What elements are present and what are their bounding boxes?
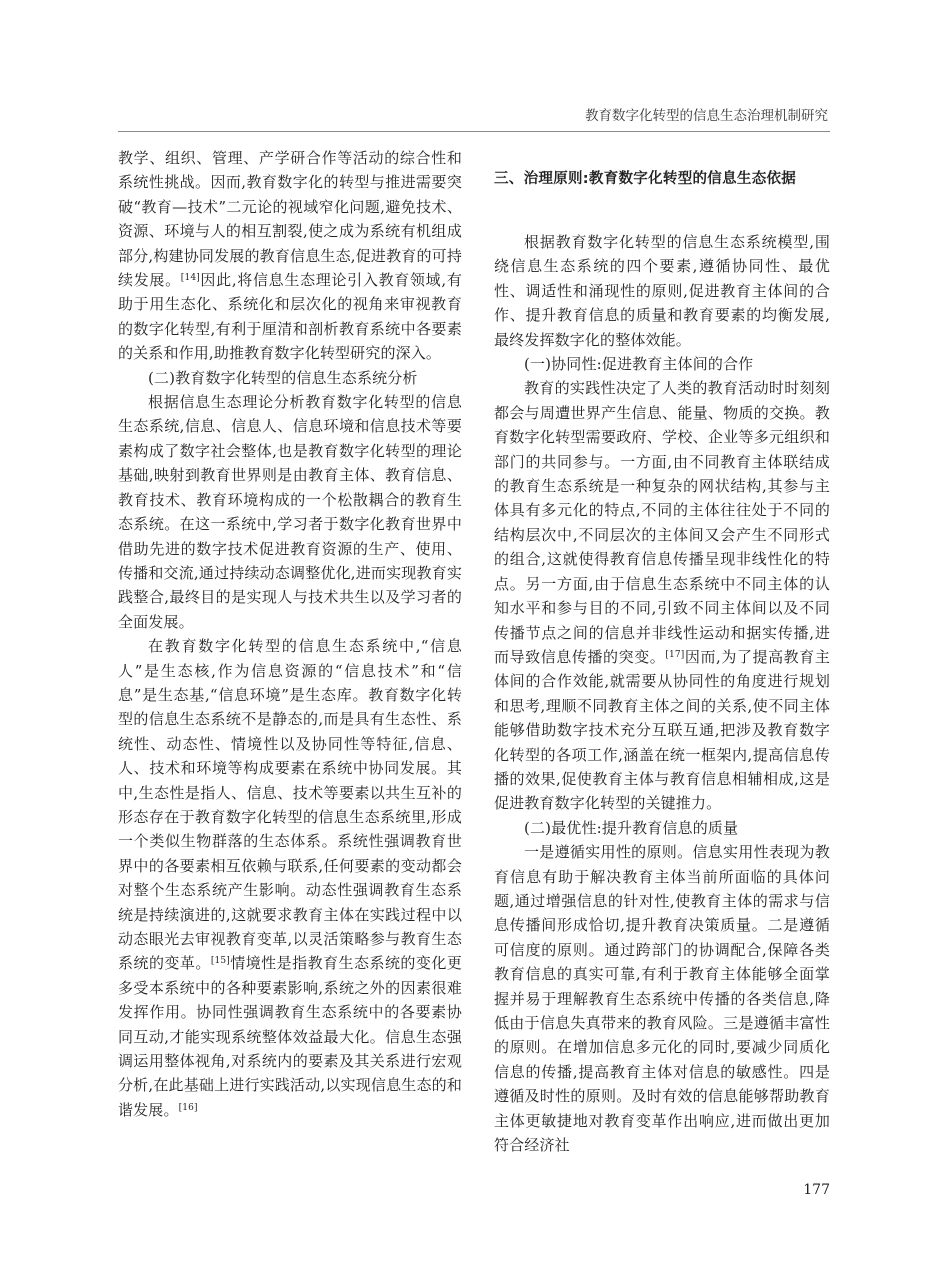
body-paragraph	[494, 376, 830, 815]
body-paragraph: 根据教育数字化转型的信息生态系统模型,围绕信息生态系统的四个要素,遵循协同性、最优性、调适性和涌现性的原则,促进教育主体间的合作、提升教育信息的质量和教育要素的均衡发展,最终发挥数字化的整体效能。	[494, 233, 830, 349]
section-heading: 三、治理原则:教育数字化转型的信息生态依据	[494, 171, 797, 187]
paragraph-text: 教育的实践性决定了人类的教育活动时时刻刻都会与周遭世界产生信息、能量、物质的交换。教育数字化转型需要政府、学校、企业等多元组织和部门的共同参与。一方面,由不同教育主体联结成的教育生态系统是一种复杂的网状结构,其参与主体具有多元化的特点,不同的主体往往处于不同的结构层次中,不同层次的主体间又会产生不同形式的组合,这就使得教育信息传播呈现非线性化的特点。另一方面,由于信息生态系统中不同主体的认知水平和参与目的不同,引致不同主体间以及不同传播节点之间的信息并非线性运动和据实传播,进而导致信息传播的突变。	[494, 379, 830, 666]
body-paragraph: 根据信息生态理论分析教育数字化转型的信息生态系统,信息、信息人、信息环境和信息技术等要素构成了数字社会整体,也是教育数字化转型的理论基础,映射到教育世界则是由教育主体、教育信息、教育技术、教育环境构成的一个松散耦合的教育生态系统。在这一系统中,学习者于数字化教育世界中借助先进的数字技术促进教育资源的生产、使用、传播和交流,通过持续动态调整优化,进而实现教育实践整合,最终目的是实现人与技术共生以及学习者的全面发展。	[118, 393, 462, 631]
subsection-heading: (二)教育数字化转型的信息生态系统分析	[148, 368, 418, 387]
body-paragraph	[118, 634, 462, 1122]
citation-ref: [16]	[178, 1102, 198, 1113]
page-number: 177	[803, 1182, 830, 1198]
left-column	[118, 146, 462, 1122]
citation-ref: [17]	[665, 649, 685, 660]
body-paragraph	[118, 146, 462, 366]
paragraph-text: 情境性是指教育生态系统的变化更多受本系统中的各种要素影响,系统之外的因素很难发挥作用。协同性强调教育生态系统中的各要素协同互动,才能实现系统整体效益最大化。信息生态强调运用整体视角,对系统内的要素及其关系进行宏观分析,在此基础上进行实践活动,以实现信息生态的和谐发展。	[118, 954, 462, 1119]
paragraph-text: 因而,为了提高教育主体间的合作效能,就需要从协同性的角度进行规划和思考,理顺不同教育主体之间的关系,使不同主体能够借助数字技术充分互联互通,把涉及教育数字化转型的各项工作,涵盖在统一框架内,提高信息传播的效果,促使教育主体与教育信息相辅相成,这是促进教育数字化转型的关键推力。	[494, 647, 830, 813]
header-rule	[118, 131, 830, 132]
subsection-heading: (一)协同性:促进教育主体间的合作	[524, 355, 754, 374]
paragraph-text: 因此,将信息生态理论引入教育领域,有助于用生态化、系统化和层次化的视角来审视教育的数字化转型,有利于厘清和剖析教育系统中各要素的关系和作用,助推教育数字化转型研究的深入。	[118, 271, 462, 363]
right-column	[494, 146, 830, 1157]
subsection-heading: (二)最优性:提升教育信息的质量	[524, 818, 739, 837]
running-header: 教育数字化转型的信息生态治理机制研究	[585, 108, 828, 124]
citation-ref: [15]	[210, 956, 230, 967]
paragraph-text: 在教育数字化转型的信息生态系统中,“信息人”是生态核,作为信息资源的“信息技术”和“信息”是生态基,“信息环境”是生态库。教育数字化转型的信息生态系统不是静态的,而是具有生态性、系统性、动态性、情境性以及协同性等特征,信息、人、技术和环境等构成要素在系统中协同发展。其中,生态性是指人、信息、技术等要素以共生互补的形态存在于教育数字化转型的信息生态系统里,形成一个类似生物群落的生态体系。系统性强调教育世界中的各要素相互依赖与联系,任何要素的变动都会对整个生态系统产生影响。动态性强调教育生态系统是持续演进的,这就要求教育主体在实践过程中以动态眼光去审视教育变革,以灵活策略参与教育生态系统的变革。	[118, 637, 462, 973]
citation-ref: [14]	[180, 273, 200, 284]
paragraph-text: 教学、组织、管理、产学研合作等活动的综合性和系统性挑战。因而,教育数字化的转型与推进需要突破“教育—技术”二元论的视域窄化问题,避免技术、资源、环境与人的相互割裂,使之成为系统有机组成部分,构建协同发展的教育信息生态,促进教育的可持续发展。	[118, 149, 462, 290]
body-paragraph: 一是遵循实用性的原则。信息实用性表现为教育信息有助于解决教育主体当前所面临的具体问题,通过增强信息的针对性,使教育主体的需求与信息传播间形成恰切,提升教育决策质量。二是遵循可信度的原则。通过跨部门的协调配合,保障各类教育信息的真实可靠,有利于教育主体能够全面掌握并易于理解教育生态系统中传播的各类信息,降低由于信息失真带来的教育风险。三是遵循丰富性的原则。在增加信息多元化的同时,要减少同质化信息的传播,提高教育主体对信息的敏感性。四是遵循及时性的原则。及时有效的信息能够帮助教育主体更敏捷地对教育变革作出响应,进而做出更加符合经济社	[494, 843, 830, 1155]
